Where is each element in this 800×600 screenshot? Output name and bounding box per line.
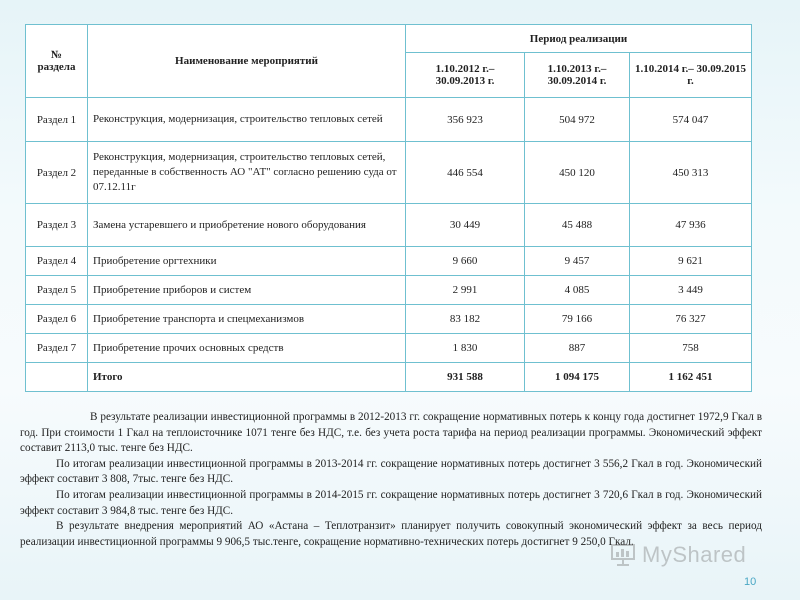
activity-cell: Замена устаревшего и приобретение нового оборудования [88,204,406,247]
table-row [26,276,752,305]
section-cell: Раздел 4 [26,247,88,276]
section-cell: Раздел 2 [26,142,88,204]
activity-cell: Реконструкция, модернизация, строительство тепловых сетей [88,98,406,142]
table-row [26,247,752,276]
section-cell: Раздел 7 [26,334,88,363]
value-cell: 9 621 [630,247,752,276]
paragraph-2: По итогам реализации инвестиционной программы в 2013-2014 гг. сокращение нормативных потерь достигнет 3 556,2 Гкал в год. Экономический эффект составит 3 808, 7тыс. тенге без НДС. [20,457,762,486]
value-cell: 574 047 [630,98,752,142]
value-cell: 504 972 [525,98,630,142]
value-cell: 76 327 [630,305,752,334]
value-cell: 758 [630,334,752,363]
total-value: 931 588 [406,363,525,392]
value-cell: 30 449 [406,204,525,247]
watermark [610,540,770,570]
activity-cell: Реконструкция, модернизация, строительство тепловых сетей, переданные в собственность АО "АТ" согласно решению суда от 07.12.11г [88,142,406,204]
value-cell: 1 830 [406,334,525,363]
section-cell: Раздел 3 [26,204,88,247]
activity-cell: Приобретение транспорта и спецмеханизмов [88,305,406,334]
activity-cell: Приобретение оргтехники [88,247,406,276]
activity-cell: Приобретение прочих основных средств [88,334,406,363]
value-cell: 2 991 [406,276,525,305]
header-period-3: 1.10.2014 г.– 30.09.2015 г. [630,53,752,98]
value-cell: 446 554 [406,142,525,204]
investment-table [25,24,752,392]
value-cell: 9 457 [525,247,630,276]
activity-cell: Приобретение приборов и систем [88,276,406,305]
table-row [26,204,752,247]
presentation-board-icon [610,543,636,567]
page-number: 10 [744,576,757,588]
value-cell: 356 923 [406,98,525,142]
value-cell: 450 313 [630,142,752,204]
header-activity-name: Наименование мероприятий [88,25,406,98]
header-section-no: № раздела [26,25,88,98]
value-cell: 83 182 [406,305,525,334]
table-row [26,98,752,142]
section-cell: Раздел 1 [26,98,88,142]
header-period: Период реализации [406,25,752,53]
value-cell: 79 166 [525,305,630,334]
total-label: Итого [88,363,406,392]
table-row [26,142,752,204]
header-period-2: 1.10.2013 г.– 30.09.2014 г. [525,53,630,98]
value-cell: 4 085 [525,276,630,305]
summary-text [20,410,762,550]
table-row [26,334,752,363]
total-value: 1 162 451 [630,363,752,392]
value-cell: 45 488 [525,204,630,247]
paragraph-3: По итогам реализации инвестиционной программы в 2014-2015 гг. сокращение нормативных потерь достигнет 3 720,6 Гкал в год. Экономический эффект составит 3 984,8 тыс. тенге без НДС. [20,488,762,517]
total-empty-cell [26,363,88,392]
value-cell: 47 936 [630,204,752,247]
total-value: 1 094 175 [525,363,630,392]
value-cell: 9 660 [406,247,525,276]
total-row [26,363,752,392]
section-cell: Раздел 6 [26,305,88,334]
paragraph-4: В результате внедрения мероприятий АО «Астана – Теплотранзит» планирует получить совокупный экономический эффект за весь период реализации инвестиционной программы 9 906,5 тыс.тенге, сокращение нормативно-технических потерь достигнет 9 250,0 Гкал. [20,520,762,548]
table-row [26,305,752,334]
watermark-text: MyShared [642,542,747,567]
value-cell: 887 [525,334,630,363]
value-cell: 450 120 [525,142,630,204]
value-cell: 3 449 [630,276,752,305]
header-period-1: 1.10.2012 г.– 30.09.2013 г. [406,53,525,98]
section-cell: Раздел 5 [26,276,88,305]
paragraph-1: В результате реализации инвестиционной программы в 2012-2013 гг. сокращение нормативных потерь к концу года достигнет 1972,9 Гкал в год. При стоимости 1 Гкал на теплоисточнике 1071 тенге без НДС, т.е. без учета роста тарифа на период реализации программы. Экономический эффект составит 2113,0 тыс. тенге без НДС. [20,411,762,455]
